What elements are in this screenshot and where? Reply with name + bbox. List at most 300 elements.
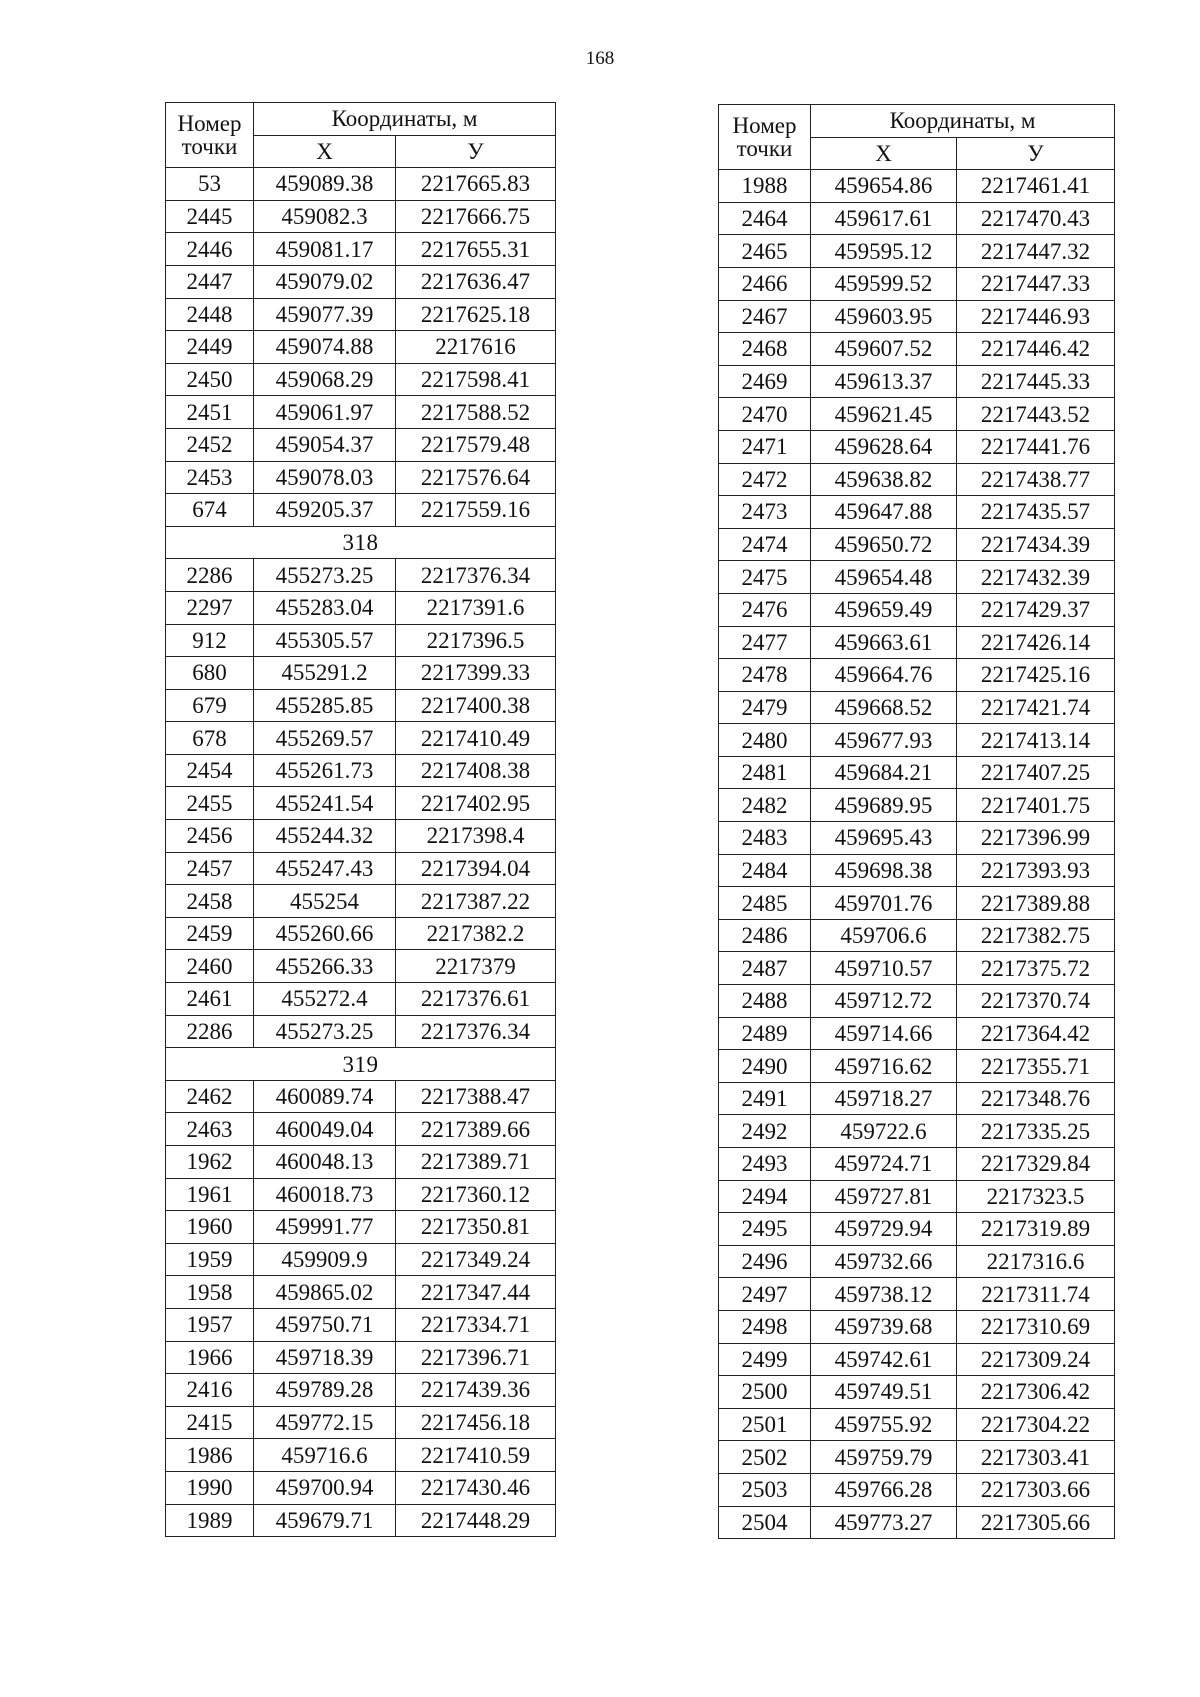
point-number-cell: 2496 <box>719 1245 811 1278</box>
header-x: Х <box>811 137 957 170</box>
y-coordinate-cell: 2217396.5 <box>396 624 556 657</box>
x-coordinate-cell: 459689.95 <box>811 789 957 822</box>
x-coordinate-cell: 459617.61 <box>811 202 957 235</box>
x-coordinate-cell: 459082.3 <box>254 200 396 233</box>
y-coordinate-cell: 2217398.4 <box>396 820 556 853</box>
point-number-cell: 2471 <box>719 430 811 463</box>
y-coordinate-cell: 2217666.75 <box>396 200 556 233</box>
x-coordinate-cell: 459706.6 <box>811 919 957 952</box>
point-number-cell: 2450 <box>166 363 254 396</box>
table-row <box>166 494 556 527</box>
y-coordinate-cell: 2217360.12 <box>396 1178 556 1211</box>
x-coordinate-cell: 459700.94 <box>254 1471 396 1504</box>
table-row <box>166 722 556 755</box>
x-coordinate-cell: 459654.48 <box>811 561 957 594</box>
point-number-cell: 674 <box>166 494 254 527</box>
point-number-cell: 2455 <box>166 787 254 820</box>
y-coordinate-cell: 2217616 <box>396 331 556 364</box>
y-coordinate-cell: 2217448.29 <box>396 1504 556 1537</box>
point-number-cell: 2297 <box>166 591 254 624</box>
point-number-cell: 2446 <box>166 233 254 266</box>
table-row <box>166 265 556 298</box>
point-number-cell: 1958 <box>166 1276 254 1309</box>
y-coordinate-cell: 2217441.76 <box>957 430 1115 463</box>
point-number-cell: 2482 <box>719 789 811 822</box>
x-coordinate-cell: 459659.49 <box>811 593 957 626</box>
point-number-cell: 2469 <box>719 365 811 398</box>
point-number-cell: 1962 <box>166 1146 254 1179</box>
table-row <box>166 363 556 396</box>
point-number-cell: 2494 <box>719 1180 811 1213</box>
y-coordinate-cell: 2217382.75 <box>957 919 1115 952</box>
x-coordinate-cell: 459714.66 <box>811 1017 957 1050</box>
x-coordinate-cell: 459599.52 <box>811 267 957 300</box>
y-coordinate-cell: 2217396.99 <box>957 822 1115 855</box>
y-coordinate-cell: 2217435.57 <box>957 496 1115 529</box>
x-coordinate-cell: 459732.66 <box>811 1245 957 1278</box>
y-coordinate-cell: 2217413.14 <box>957 724 1115 757</box>
point-number-cell: 2470 <box>719 398 811 431</box>
table-row <box>166 787 556 820</box>
table-row <box>166 754 556 787</box>
point-number-cell: 2474 <box>719 528 811 561</box>
y-coordinate-cell: 2217335.25 <box>957 1115 1115 1148</box>
point-number-cell: 2498 <box>719 1310 811 1343</box>
table-row <box>166 168 556 201</box>
point-number-cell: 2503 <box>719 1473 811 1506</box>
y-coordinate-cell: 2217382.2 <box>396 917 556 950</box>
y-coordinate-cell: 2217364.42 <box>957 1017 1115 1050</box>
table-row <box>719 1376 1115 1409</box>
table-row <box>166 1178 556 1211</box>
header-y: У <box>396 135 556 168</box>
table-row <box>166 1439 556 1472</box>
table-row <box>719 724 1115 757</box>
table-row <box>719 1017 1115 1050</box>
y-coordinate-cell: 2217311.74 <box>957 1278 1115 1311</box>
x-coordinate-cell: 459664.76 <box>811 659 957 692</box>
point-number-cell: 2464 <box>719 202 811 235</box>
table-row <box>166 1504 556 1537</box>
table-row <box>719 1506 1115 1539</box>
x-coordinate-cell: 459750.71 <box>254 1308 396 1341</box>
x-coordinate-cell: 460048.13 <box>254 1146 396 1179</box>
x-coordinate-cell: 459595.12 <box>811 235 957 268</box>
table-row <box>719 822 1115 855</box>
x-coordinate-cell: 455283.04 <box>254 591 396 624</box>
y-coordinate-cell: 2217434.39 <box>957 528 1115 561</box>
point-number-cell: 2485 <box>719 887 811 920</box>
y-coordinate-cell: 2217319.89 <box>957 1213 1115 1246</box>
point-number-cell: 2490 <box>719 1050 811 1083</box>
point-number-cell: 2491 <box>719 1082 811 1115</box>
table-row <box>719 1213 1115 1246</box>
point-number-cell: 2484 <box>719 854 811 887</box>
point-number-cell: 679 <box>166 689 254 722</box>
table-row <box>719 267 1115 300</box>
x-coordinate-cell: 459061.97 <box>254 396 396 429</box>
y-coordinate-cell: 2217461.41 <box>957 170 1115 203</box>
y-coordinate-cell: 2217400.38 <box>396 689 556 722</box>
y-coordinate-cell: 2217376.34 <box>396 1015 556 1048</box>
y-coordinate-cell: 2217456.18 <box>396 1406 556 1439</box>
table-row <box>719 985 1115 1018</box>
table-row <box>166 559 556 592</box>
table-row <box>719 430 1115 463</box>
x-coordinate-cell: 459074.88 <box>254 331 396 364</box>
y-coordinate-cell: 2217447.33 <box>957 267 1115 300</box>
table-row <box>719 854 1115 887</box>
x-coordinate-cell: 459647.88 <box>811 496 957 529</box>
table-row <box>719 300 1115 333</box>
y-coordinate-cell: 2217438.77 <box>957 463 1115 496</box>
table-row <box>166 1211 556 1244</box>
x-coordinate-cell: 459684.21 <box>811 756 957 789</box>
table-row <box>719 1082 1115 1115</box>
point-number-cell: 2481 <box>719 756 811 789</box>
point-number-cell: 1960 <box>166 1211 254 1244</box>
header-point-line1: Номер <box>732 113 797 139</box>
table-row <box>719 952 1115 985</box>
table-row <box>166 200 556 233</box>
point-number-cell: 2478 <box>719 659 811 692</box>
table-row <box>719 235 1115 268</box>
x-coordinate-cell: 459749.51 <box>811 1376 957 1409</box>
x-coordinate-cell: 459613.37 <box>811 365 957 398</box>
header-point-number <box>166 103 254 168</box>
y-coordinate-cell: 2217432.39 <box>957 561 1115 594</box>
point-number-cell: 1986 <box>166 1439 254 1472</box>
table-row <box>719 333 1115 366</box>
y-coordinate-cell: 2217446.93 <box>957 300 1115 333</box>
point-number-cell: 2460 <box>166 950 254 983</box>
table-row <box>166 591 556 624</box>
point-number-cell: 1959 <box>166 1243 254 1276</box>
y-coordinate-cell: 2217376.61 <box>396 983 556 1016</box>
x-coordinate-cell: 459668.52 <box>811 691 957 724</box>
x-coordinate-cell: 459603.95 <box>811 300 957 333</box>
header-point-number <box>719 105 811 170</box>
point-number-cell: 680 <box>166 657 254 690</box>
point-number-cell: 2453 <box>166 461 254 494</box>
table-row <box>166 233 556 266</box>
point-number-cell: 678 <box>166 722 254 755</box>
header-point-line2: точки <box>181 134 238 160</box>
x-coordinate-cell: 455291.2 <box>254 657 396 690</box>
y-coordinate-cell: 2217426.14 <box>957 626 1115 659</box>
table-row <box>719 691 1115 724</box>
point-number-cell: 2472 <box>719 463 811 496</box>
x-coordinate-cell: 459738.12 <box>811 1278 957 1311</box>
point-number-cell: 2456 <box>166 820 254 853</box>
y-coordinate-cell: 2217665.83 <box>396 168 556 201</box>
point-number-cell: 2492 <box>719 1115 811 1148</box>
table-row <box>719 1245 1115 1278</box>
x-coordinate-cell: 459716.62 <box>811 1050 957 1083</box>
table-row <box>719 1343 1115 1376</box>
table-row <box>719 496 1115 529</box>
x-coordinate-cell: 459628.64 <box>811 430 957 463</box>
point-number-cell: 2447 <box>166 265 254 298</box>
point-number-cell: 2465 <box>719 235 811 268</box>
table-row <box>166 396 556 429</box>
table-row <box>166 1276 556 1309</box>
point-number-cell: 2463 <box>166 1113 254 1146</box>
table-row <box>166 885 556 918</box>
table-row <box>719 593 1115 626</box>
point-number-cell: 2473 <box>719 496 811 529</box>
point-number-cell: 1990 <box>166 1471 254 1504</box>
table-row <box>166 428 556 461</box>
point-number-cell: 2476 <box>719 593 811 626</box>
y-coordinate-cell: 2217598.41 <box>396 363 556 396</box>
y-coordinate-cell: 2217430.46 <box>396 1471 556 1504</box>
x-coordinate-cell: 459710.57 <box>811 952 957 985</box>
point-number-cell: 2500 <box>719 1376 811 1409</box>
table-row <box>166 983 556 1016</box>
y-coordinate-cell: 2217306.42 <box>957 1376 1115 1409</box>
y-coordinate-cell: 2217588.52 <box>396 396 556 429</box>
y-coordinate-cell: 2217579.48 <box>396 428 556 461</box>
point-number-cell: 2477 <box>719 626 811 659</box>
x-coordinate-cell: 455272.4 <box>254 983 396 1016</box>
x-coordinate-cell: 459909.9 <box>254 1243 396 1276</box>
y-coordinate-cell: 2217347.44 <box>396 1276 556 1309</box>
y-coordinate-cell: 2217447.32 <box>957 235 1115 268</box>
section-header-row <box>166 1048 556 1081</box>
table-row <box>166 1015 556 1048</box>
table-row <box>719 887 1115 920</box>
coordinates-table-right <box>718 104 1115 1539</box>
table-row <box>719 1148 1115 1181</box>
point-number-cell: 1957 <box>166 1308 254 1341</box>
table-row <box>166 852 556 885</box>
y-coordinate-cell: 2217439.36 <box>396 1374 556 1407</box>
x-coordinate-cell: 459739.68 <box>811 1310 957 1343</box>
x-coordinate-cell: 459607.52 <box>811 333 957 366</box>
point-number-cell: 2457 <box>166 852 254 885</box>
y-coordinate-cell: 2217389.71 <box>396 1146 556 1179</box>
x-coordinate-cell: 459677.93 <box>811 724 957 757</box>
x-coordinate-cell: 459679.71 <box>254 1504 396 1537</box>
x-coordinate-cell: 459729.94 <box>811 1213 957 1246</box>
point-number-cell: 2461 <box>166 983 254 1016</box>
y-coordinate-cell: 2217399.33 <box>396 657 556 690</box>
y-coordinate-cell: 2217443.52 <box>957 398 1115 431</box>
table-row <box>719 626 1115 659</box>
point-number-cell: 2501 <box>719 1408 811 1441</box>
point-number-cell: 2458 <box>166 885 254 918</box>
point-number-cell: 2488 <box>719 985 811 1018</box>
header-y: У <box>957 137 1115 170</box>
section-header-row <box>166 526 556 559</box>
x-coordinate-cell: 455247.43 <box>254 852 396 885</box>
x-coordinate-cell: 459701.76 <box>811 887 957 920</box>
x-coordinate-cell: 459054.37 <box>254 428 396 461</box>
y-coordinate-cell: 2217401.75 <box>957 789 1115 822</box>
y-coordinate-cell: 2217348.76 <box>957 1082 1115 1115</box>
point-number-cell: 2468 <box>719 333 811 366</box>
x-coordinate-cell: 459078.03 <box>254 461 396 494</box>
table-row <box>166 657 556 690</box>
y-coordinate-cell: 2217429.37 <box>957 593 1115 626</box>
x-coordinate-cell: 459772.15 <box>254 1406 396 1439</box>
header-coordinates: Координаты, м <box>254 103 556 136</box>
table-row <box>719 398 1115 431</box>
y-coordinate-cell: 2217304.22 <box>957 1408 1115 1441</box>
x-coordinate-cell: 455285.85 <box>254 689 396 722</box>
table-row <box>719 528 1115 561</box>
table-row <box>166 461 556 494</box>
point-number-cell: 2286 <box>166 559 254 592</box>
y-coordinate-cell: 2217655.31 <box>396 233 556 266</box>
x-coordinate-cell: 459638.82 <box>811 463 957 496</box>
x-coordinate-cell: 459716.6 <box>254 1439 396 1472</box>
table-row <box>166 950 556 983</box>
point-number-cell: 2415 <box>166 1406 254 1439</box>
x-coordinate-cell: 459698.38 <box>811 854 957 887</box>
x-coordinate-cell: 459742.61 <box>811 1343 957 1376</box>
y-coordinate-cell: 2217387.22 <box>396 885 556 918</box>
point-number-cell: 2454 <box>166 754 254 787</box>
point-number-cell: 2445 <box>166 200 254 233</box>
y-coordinate-cell: 2217303.41 <box>957 1441 1115 1474</box>
table-row <box>719 756 1115 789</box>
section-label: 319 <box>166 1048 556 1081</box>
y-coordinate-cell: 2217303.66 <box>957 1473 1115 1506</box>
x-coordinate-cell: 455273.25 <box>254 1015 396 1048</box>
table-row <box>166 1243 556 1276</box>
point-number-cell: 2504 <box>719 1506 811 1539</box>
x-coordinate-cell: 459724.71 <box>811 1148 957 1181</box>
table-row <box>166 917 556 950</box>
y-coordinate-cell: 2217389.88 <box>957 887 1115 920</box>
x-coordinate-cell: 459759.79 <box>811 1441 957 1474</box>
table-row <box>719 1441 1115 1474</box>
table-row <box>166 298 556 331</box>
x-coordinate-cell: 459663.61 <box>811 626 957 659</box>
point-number-cell: 2483 <box>719 822 811 855</box>
y-coordinate-cell: 2217370.74 <box>957 985 1115 1018</box>
y-coordinate-cell: 2217376.34 <box>396 559 556 592</box>
y-coordinate-cell: 2217446.42 <box>957 333 1115 366</box>
x-coordinate-cell: 455305.57 <box>254 624 396 657</box>
table-row <box>719 1180 1115 1213</box>
table-row <box>166 624 556 657</box>
table-row <box>719 919 1115 952</box>
x-coordinate-cell: 459865.02 <box>254 1276 396 1309</box>
x-coordinate-cell: 455260.66 <box>254 917 396 950</box>
x-coordinate-cell: 459789.28 <box>254 1374 396 1407</box>
x-coordinate-cell: 460018.73 <box>254 1178 396 1211</box>
x-coordinate-cell: 459081.17 <box>254 233 396 266</box>
point-number-cell: 2416 <box>166 1374 254 1407</box>
y-coordinate-cell: 2217421.74 <box>957 691 1115 724</box>
y-coordinate-cell: 2217394.04 <box>396 852 556 885</box>
y-coordinate-cell: 2217396.71 <box>396 1341 556 1374</box>
point-number-cell: 2486 <box>719 919 811 952</box>
coordinates-table-left <box>165 102 556 1537</box>
x-coordinate-cell: 459712.72 <box>811 985 957 1018</box>
header-point-line1: Номер <box>177 111 242 137</box>
table-row <box>719 1473 1115 1506</box>
x-coordinate-cell: 459077.39 <box>254 298 396 331</box>
header-x: Х <box>254 135 396 168</box>
table-row <box>166 1080 556 1113</box>
x-coordinate-cell: 459773.27 <box>811 1506 957 1539</box>
point-number-cell: 2449 <box>166 331 254 364</box>
y-coordinate-cell: 2217470.43 <box>957 202 1115 235</box>
point-number-cell: 2452 <box>166 428 254 461</box>
point-number-cell: 2462 <box>166 1080 254 1113</box>
point-number-cell: 1961 <box>166 1178 254 1211</box>
table-row <box>166 1374 556 1407</box>
point-number-cell: 2475 <box>719 561 811 594</box>
x-coordinate-cell: 459695.43 <box>811 822 957 855</box>
y-coordinate-cell: 2217425.16 <box>957 659 1115 692</box>
y-coordinate-cell: 2217445.33 <box>957 365 1115 398</box>
x-coordinate-cell: 455261.73 <box>254 754 396 787</box>
table-row <box>166 1308 556 1341</box>
y-coordinate-cell: 2217334.71 <box>396 1308 556 1341</box>
y-coordinate-cell: 2217350.81 <box>396 1211 556 1244</box>
header-coordinates: Координаты, м <box>811 105 1115 138</box>
point-number-cell: 2495 <box>719 1213 811 1246</box>
y-coordinate-cell: 2217329.84 <box>957 1148 1115 1181</box>
table-row <box>719 1278 1115 1311</box>
table-row <box>719 365 1115 398</box>
table-row <box>719 170 1115 203</box>
table-row <box>166 1406 556 1439</box>
y-coordinate-cell: 2217310.69 <box>957 1310 1115 1343</box>
point-number-cell: 1988 <box>719 170 811 203</box>
x-coordinate-cell: 455273.25 <box>254 559 396 592</box>
x-coordinate-cell: 455266.33 <box>254 950 396 983</box>
point-number-cell: 2448 <box>166 298 254 331</box>
x-coordinate-cell: 455269.57 <box>254 722 396 755</box>
table-row <box>719 659 1115 692</box>
point-number-cell: 2479 <box>719 691 811 724</box>
point-number-cell: 2499 <box>719 1343 811 1376</box>
y-coordinate-cell: 2217410.59 <box>396 1439 556 1472</box>
y-coordinate-cell: 2217309.24 <box>957 1343 1115 1376</box>
table-row <box>719 561 1115 594</box>
x-coordinate-cell: 460049.04 <box>254 1113 396 1146</box>
y-coordinate-cell: 2217379 <box>396 950 556 983</box>
y-coordinate-cell: 2217355.71 <box>957 1050 1115 1083</box>
x-coordinate-cell: 459766.28 <box>811 1473 957 1506</box>
x-coordinate-cell: 455254 <box>254 885 396 918</box>
x-coordinate-cell: 455241.54 <box>254 787 396 820</box>
table-row <box>719 1310 1115 1343</box>
y-coordinate-cell: 2217389.66 <box>396 1113 556 1146</box>
y-coordinate-cell: 2217316.6 <box>957 1245 1115 1278</box>
x-coordinate-cell: 459089.38 <box>254 168 396 201</box>
y-coordinate-cell: 2217410.49 <box>396 722 556 755</box>
x-coordinate-cell: 459755.92 <box>811 1408 957 1441</box>
point-number-cell: 912 <box>166 624 254 657</box>
x-coordinate-cell: 459068.29 <box>254 363 396 396</box>
y-coordinate-cell: 2217408.38 <box>396 754 556 787</box>
x-coordinate-cell: 459079.02 <box>254 265 396 298</box>
table-row <box>719 1408 1115 1441</box>
y-coordinate-cell: 2217391.6 <box>396 591 556 624</box>
point-number-cell: 2466 <box>719 267 811 300</box>
point-number-cell: 2502 <box>719 1441 811 1474</box>
y-coordinate-cell: 2217375.72 <box>957 952 1115 985</box>
table-row <box>166 331 556 364</box>
section-label: 318 <box>166 526 556 559</box>
